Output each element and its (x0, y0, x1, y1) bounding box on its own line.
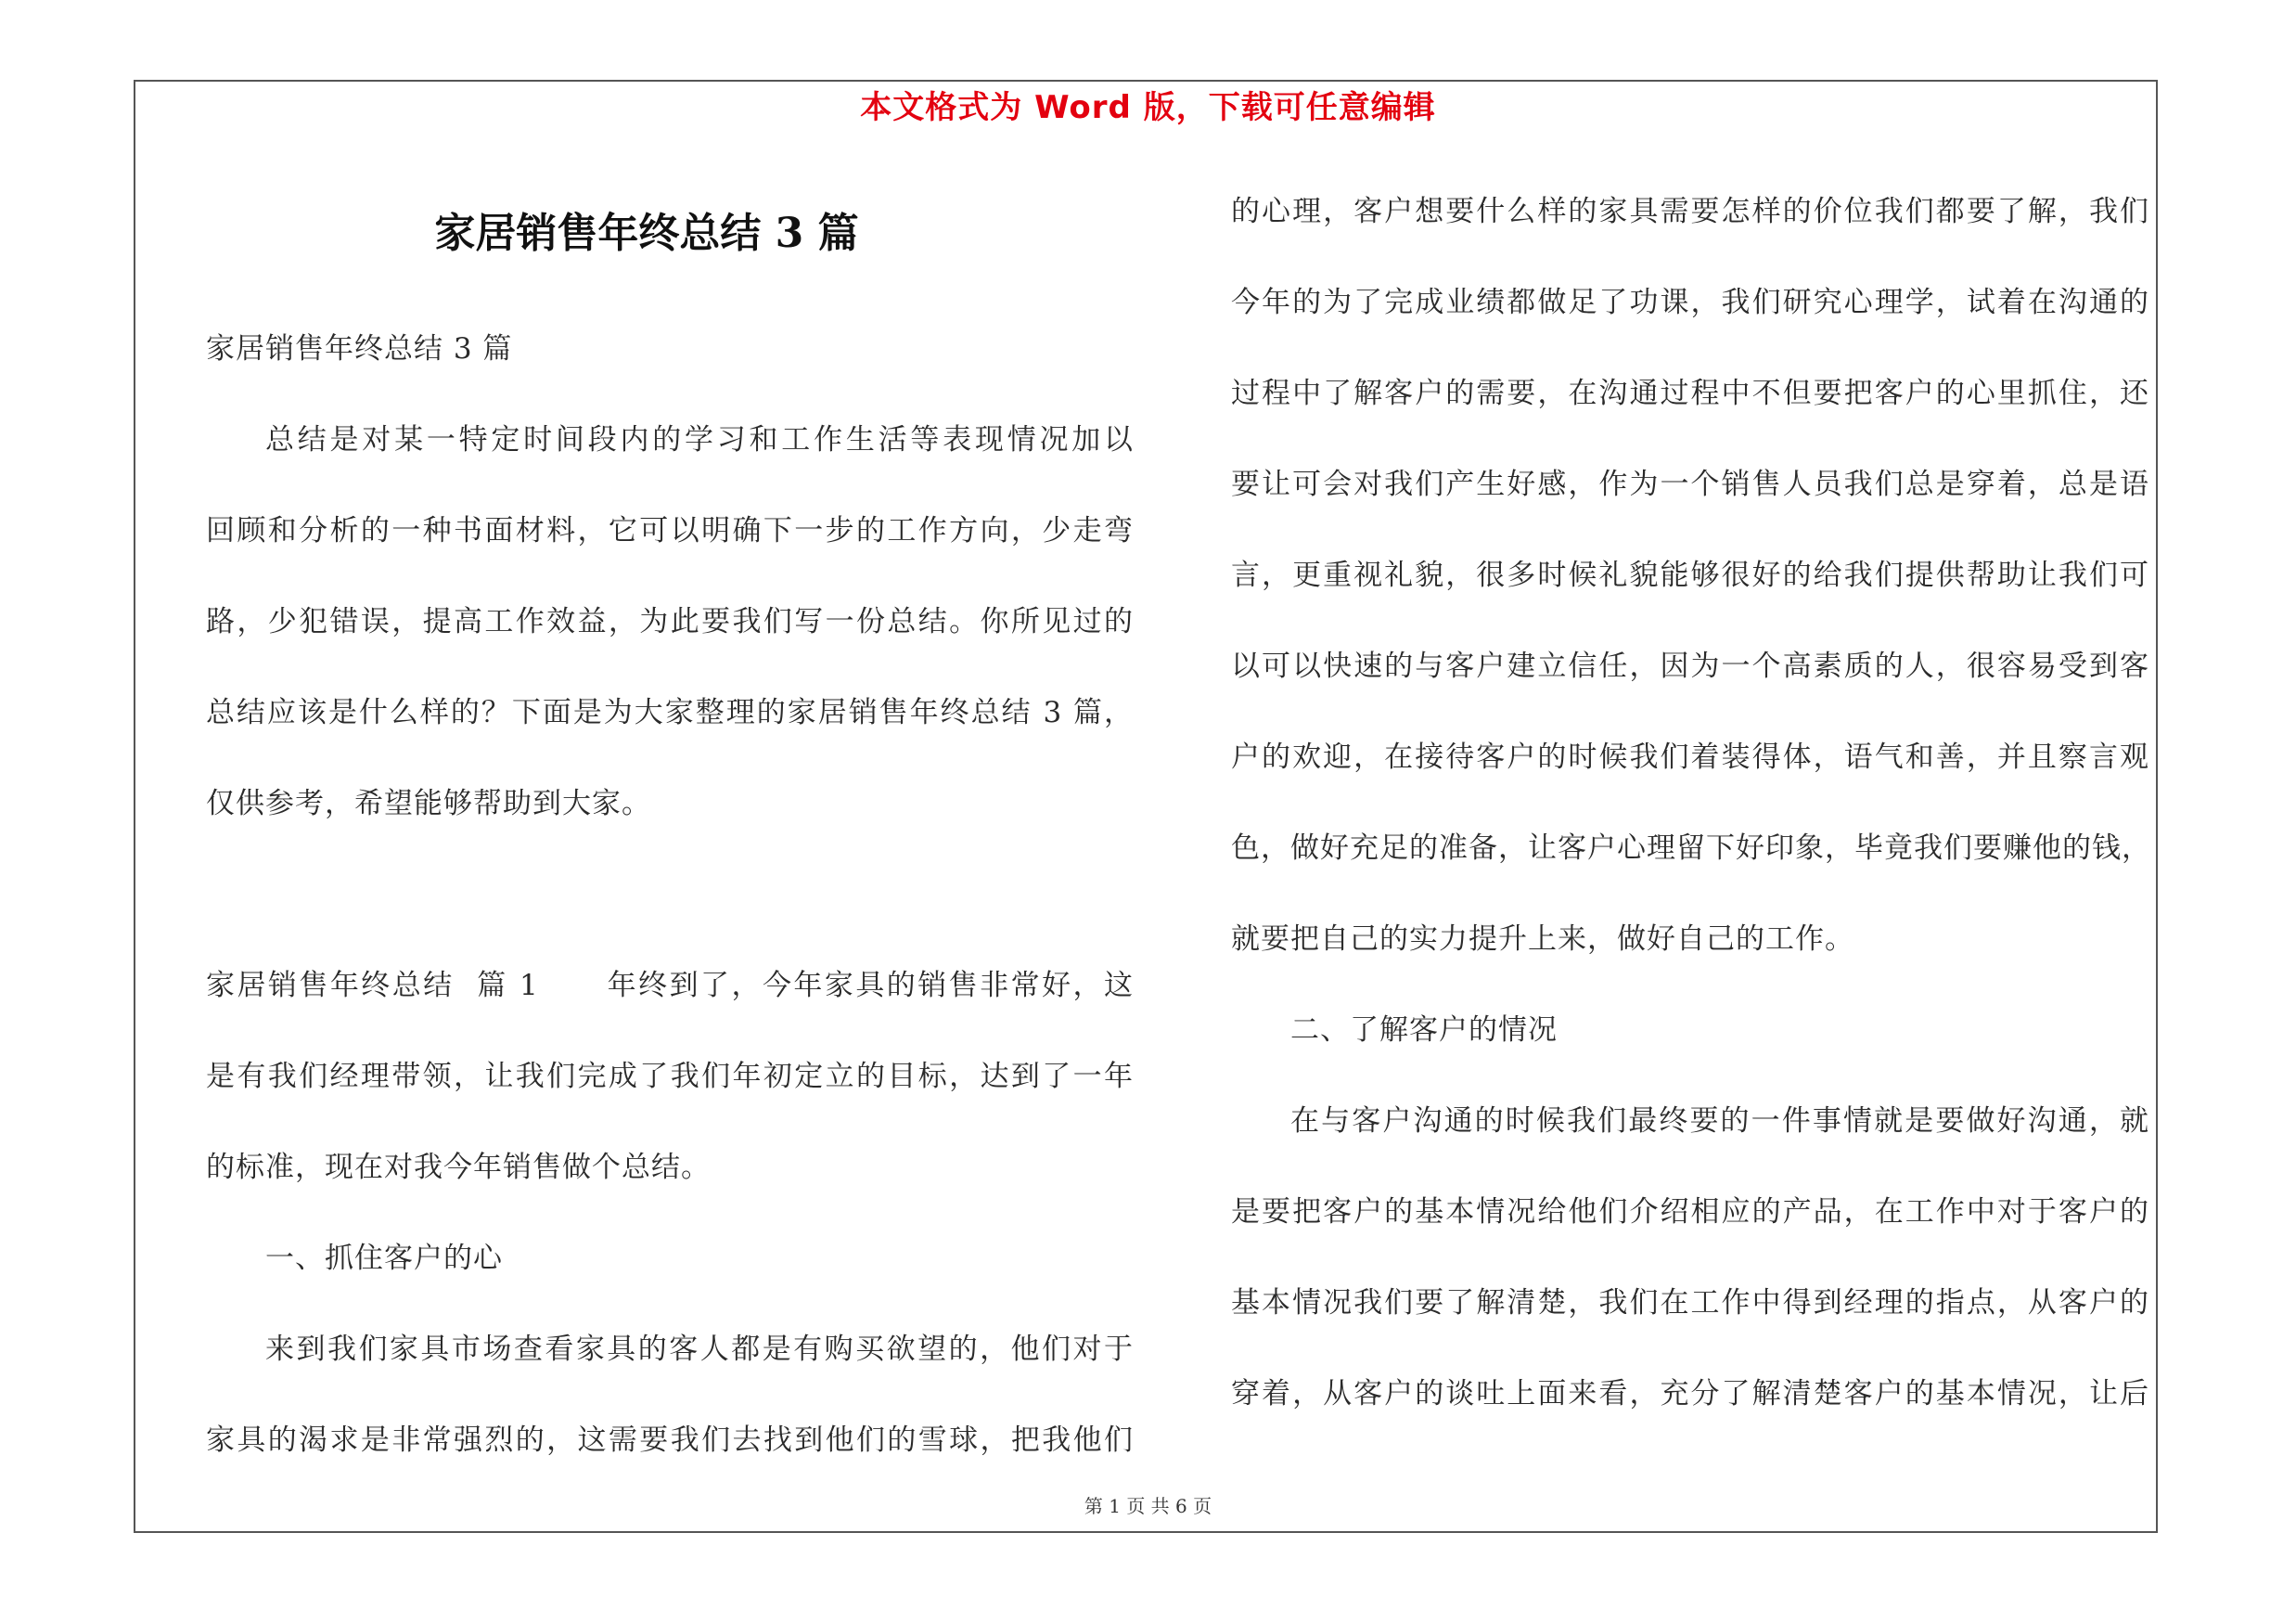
format-banner: 本文格式为 Word 版，下载可任意编辑 (860, 89, 1436, 126)
para2-line: 是要把客户的基本情况给他们介绍相应的产品，在工作中对于客户的 (1231, 1195, 2149, 1229)
para1-cont-line: 就要把自己的实力提升上来，做好自己的工作。 (1231, 922, 1854, 956)
intro-line: 总结应该是什么样的？下面是为大家整理的家居销售年终总结 3 篇， (206, 696, 1134, 729)
para1-cont-line: 的心理，客户想要什么样的家具需要怎样的价位我们都要了解，我们 (1231, 195, 2149, 228)
para1-cont-line: 过程中了解客户的需要，在沟通过程中不但要把客户的心里抓住，还 (1231, 377, 2149, 410)
para1-cont-line: 色，做好充足的准备，让客户心理留下好印象，毕竟我们要赚他的钱， (1231, 831, 2151, 865)
intro-line: 仅供参考，希望能够帮助到大家。 (206, 787, 651, 820)
para2-line: 穿着，从客户的谈吐上面来看，充分了解清楚客户的基本情况，让后 (1231, 1377, 2149, 1410)
para1-cont-line: 要让可会对我们产生好感，作为一个销售人员我们总是穿着，总是语 (1231, 468, 2149, 501)
section-heading-1: 一、抓住客户的心 (265, 1242, 503, 1275)
para1-cont-line: 今年的为了完成业绩都做足了功课，我们研究心理学，试着在沟通的 (1231, 286, 2149, 319)
para1-cont-line: 户的欢迎，在接待客户的时候我们着装得体，语气和善，并且察言观 (1231, 741, 2149, 774)
para2-line: 在与客户沟通的时候我们最终要的一件事情就是要做好沟通，就 (1290, 1104, 2149, 1138)
para1-line: 家具的渴求是非常强烈的，这需要我们去找到他们的雪球，把我他们 (206, 1423, 1134, 1457)
document-title: 家居销售年终总结 3 篇 (434, 210, 859, 257)
intro-line: 回顾和分析的一种书面材料，它可以明确下一步的工作方向，少走弯 (206, 514, 1134, 547)
para1-cont-line: 以可以快速的与客户建立信任，因为一个高素质的人，很容易受到客 (1231, 650, 2149, 683)
part1-line: 是有我们经理带领，让我们完成了我们年初定立的目标，达到了一年 (206, 1060, 1134, 1093)
document-subtitle: 家居销售年终总结 3 篇 (206, 332, 513, 366)
right-column (1231, 166, 2149, 1439)
paragraph-gap (206, 849, 1134, 940)
section-heading-2: 二、了解客户的情况 (1290, 1013, 1558, 1047)
para1-line: 来到我们家具市场查看家具的客人都是有购买欲望的，他们对于 (265, 1333, 1134, 1366)
para2-line: 基本情况我们要了解清楚，我们在工作中得到经理的指点，从客户的 (1231, 1286, 2149, 1320)
left-column (206, 303, 1134, 1486)
para1-cont-line: 言，更重视礼貌，很多时候礼貌能够很好的给我们提供帮助让我们可 (1231, 559, 2149, 592)
page-number: 第 1 页 共 6 页 (1084, 1495, 1212, 1517)
intro-line: 总结是对某一特定时间段内的学习和工作生活等表现情况加以 (265, 423, 1134, 457)
part1-line: 家居销售年终总结 篇 1 年终到了，今年家具的销售非常好，这 (206, 969, 1134, 1002)
intro-line: 路，少犯错误，提高工作效益，为此要我们写一份总结。你所见过的 (206, 605, 1134, 638)
part1-line: 的标准，现在对我今年销售做个总结。 (206, 1151, 711, 1184)
